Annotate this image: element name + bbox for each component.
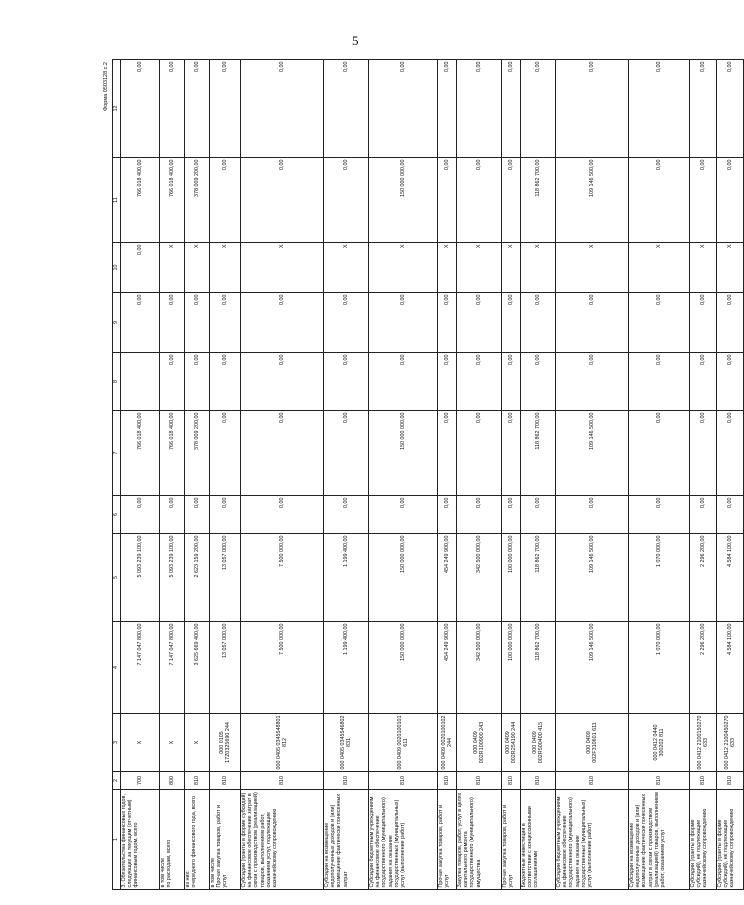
value-cell: 0,00 <box>241 353 324 411</box>
column-header: 8 <box>113 353 121 411</box>
column-number-row <box>113 60 121 890</box>
value-cell: 0,00 <box>690 411 717 496</box>
value-cell: 0,00 <box>690 353 717 411</box>
budget-code-cell: 000 0409 0020100101 611 <box>369 714 438 772</box>
table-row <box>210 60 241 890</box>
budget-code-cell: 000 0409 002R254190 244 <box>502 714 521 772</box>
value-cell: 0,00 <box>629 60 690 158</box>
value-cell: 1 070 000,00 <box>629 622 690 714</box>
row-name-cell: Прочая закупка товаров, работ и услуг <box>438 790 457 890</box>
row-name-cell: Субсидии на возмещение недополученных доходов и (или) возмещение фактически понесенных затрат <box>324 790 369 890</box>
value-cell: X <box>457 243 502 293</box>
value-cell: 766 018 400,00 <box>121 158 160 243</box>
value-cell: 0,00 <box>502 496 521 534</box>
value-cell: 118 862 700,00 <box>521 622 556 714</box>
row-name-cell: Субсидии (гранты в форме субсидий) на финансовое обеспечение затрат в связи с производством (реализацией) товаров, выполнением работ, оказанием услуг, подлежащие казначейскому сопровождению <box>241 790 324 890</box>
value-cell: 0,00 <box>210 158 241 243</box>
line-code-cell: 810 <box>629 772 690 790</box>
value-cell: 0,00 <box>717 496 744 534</box>
value-cell: 109 146 500,00 <box>556 622 629 714</box>
value-cell: X <box>210 243 241 293</box>
line-code-cell: 810 <box>241 772 324 790</box>
value-cell: 13 057 000,00 <box>210 534 241 622</box>
value-cell: 0,00 <box>241 158 324 243</box>
column-header: 1 <box>113 790 121 890</box>
value-cell: 7 500 000,00 <box>241 622 324 714</box>
table-row <box>438 60 457 890</box>
column-header: 10 <box>113 243 121 293</box>
row-name-cell: 3. Обязательства финансовых годов, следующих за текущим (отчетным) финансовым годом, всего <box>121 790 160 890</box>
value-cell: 5 093 239 100,00 <box>121 534 160 622</box>
value-cell: 0,00 <box>121 243 160 293</box>
value-cell: 1 070 000,00 <box>629 534 690 622</box>
budget-code-cell: X <box>121 714 160 772</box>
budget-code-cell: 000 0405 0345548801 812 <box>241 714 324 772</box>
budget-code-cell: 000 0409 002F310601 611 <box>556 714 629 772</box>
value-cell: 766 018 400,00 <box>160 158 185 243</box>
table-row <box>521 60 556 890</box>
budget-code-cell: X <box>160 714 185 772</box>
value-cell: 0,00 <box>502 353 521 411</box>
table-row <box>717 60 744 890</box>
value-cell: 2 296 200,00 <box>690 534 717 622</box>
table-row <box>629 60 690 890</box>
obligations-table <box>112 59 744 890</box>
value-cell: 0,00 <box>629 353 690 411</box>
value-cell: 0,00 <box>160 496 185 534</box>
value-cell: X <box>521 243 556 293</box>
value-cell: 0,00 <box>457 496 502 534</box>
value-cell: 0,00 <box>521 353 556 411</box>
value-cell: 0,00 <box>241 293 324 353</box>
value-cell: 0,00 <box>502 158 521 243</box>
line-code-cell: 810 <box>457 772 502 790</box>
value-cell: 0,00 <box>717 60 744 158</box>
value-cell: 0,00 <box>185 353 210 411</box>
value-cell: 0,00 <box>369 496 438 534</box>
value-cell: X <box>629 243 690 293</box>
value-cell: 0,00 <box>521 293 556 353</box>
budget-code-cell: 000 0412 0440 300202 811 <box>629 714 690 772</box>
row-name-cell: Субсидии (гранты в форме субсидий), не подлежащие казначейскому сопровождению <box>717 790 744 890</box>
table-row <box>369 60 438 890</box>
value-cell: 0,00 <box>438 158 457 243</box>
document-area <box>103 60 736 890</box>
value-cell: 1 199 400,00 <box>324 622 369 714</box>
value-cell: 0,00 <box>438 293 457 353</box>
value-cell: 0,00 <box>121 293 160 353</box>
value-cell: X <box>690 243 717 293</box>
value-cell: X <box>556 243 629 293</box>
value-cell: 0,00 <box>690 496 717 534</box>
value-cell: 0,00 <box>690 293 717 353</box>
table-row <box>160 60 185 890</box>
line-code-cell: 800 <box>160 772 185 790</box>
value-cell: 0,00 <box>160 353 185 411</box>
value-cell: 118 862 700,00 <box>521 534 556 622</box>
line-code-cell: 810 <box>502 772 521 790</box>
value-cell: 150 000 000,00 <box>369 622 438 714</box>
row-name-cell: в том числе Прочая закупка товаров, работ и услуг <box>210 790 241 890</box>
row-name-cell: в том числе по расходам, всего <box>160 790 185 890</box>
column-header: 2 <box>113 772 121 790</box>
column-header: 9 <box>113 293 121 353</box>
line-code-cell: 810 <box>369 772 438 790</box>
value-cell: 0,00 <box>521 496 556 534</box>
row-name-cell: из них: очередного финансового года, всего <box>185 790 210 890</box>
value-cell: 0,00 <box>457 353 502 411</box>
value-cell: X <box>502 243 521 293</box>
value-cell: 109 146 500,00 <box>556 534 629 622</box>
page-number: 5 <box>352 33 359 48</box>
value-cell: 0,00 <box>324 411 369 496</box>
value-cell: 7 500 000,00 <box>241 534 324 622</box>
column-header: 4 <box>113 622 121 714</box>
value-cell: 0,00 <box>457 158 502 243</box>
table-row <box>241 60 324 890</box>
value-cell: 0,00 <box>556 60 629 158</box>
value-cell: 118 862 700,00 <box>521 158 556 243</box>
value-cell: 150 000 000,00 <box>369 411 438 496</box>
line-code-cell: 810 <box>690 772 717 790</box>
budget-code-cell: 000 0412 2100150270 633 <box>690 714 717 772</box>
line-code-cell: 810 <box>556 772 629 790</box>
value-cell: 342 500 000,00 <box>457 534 502 622</box>
table-row <box>185 60 210 890</box>
line-code-cell: 810 <box>717 772 744 790</box>
value-cell: 0,00 <box>556 353 629 411</box>
value-cell: 4 584 100,00 <box>717 622 744 714</box>
value-cell: 0,00 <box>369 353 438 411</box>
value-cell: 0,00 <box>629 411 690 496</box>
value-cell: 0,00 <box>717 411 744 496</box>
value-cell: 7 147 047 800,00 <box>160 622 185 714</box>
row-name-cell: Субсидии на возмещение недополученных доходов и (или) возмещение фактически понесенных затрат в связи с производством (реализацией) товаров, выполнением работ, оказанием услуг <box>629 790 690 890</box>
value-cell: 2 296 200,00 <box>690 622 717 714</box>
value-cell: 0,00 <box>629 158 690 243</box>
row-name-cell: Закупка товаров, работ, услуг в целях капитального ремонта государственного (муниципального) имущества <box>457 790 502 890</box>
value-cell: 0,00 <box>690 60 717 158</box>
value-cell: 342 500 000,00 <box>457 622 502 714</box>
value-cell: 0,00 <box>457 293 502 353</box>
row-name-cell: Субсидии бюджетным учреждениям на финансовое обеспечение государственного (муниципального) задания на оказание государственных (муниципальных) услуг (выполнение работ) <box>369 790 438 890</box>
value-cell: 0,00 <box>438 411 457 496</box>
value-cell: 118 862 700,00 <box>521 411 556 496</box>
value-cell: 109 146 500,00 <box>556 411 629 496</box>
value-cell: 0,00 <box>121 60 160 158</box>
value-cell: 0,00 <box>369 60 438 158</box>
value-cell: 0,00 <box>457 411 502 496</box>
budget-code-cell: X <box>185 714 210 772</box>
value-cell: 766 018 400,00 <box>160 411 185 496</box>
value-cell: 0,00 <box>717 353 744 411</box>
value-cell: 0,00 <box>629 293 690 353</box>
value-cell: 766 018 400,00 <box>121 411 160 496</box>
budget-code-cell: 000 0405 0345546802 831 <box>324 714 369 772</box>
column-header: 5 <box>113 534 121 622</box>
value-cell: 150 000 000,00 <box>369 534 438 622</box>
value-cell: 100 000 000,00 <box>502 622 521 714</box>
value-cell: 150 000 000,00 <box>369 158 438 243</box>
value-cell: 0,00 <box>690 158 717 243</box>
column-header: 12 <box>113 60 121 158</box>
value-cell: 1 199 400,00 <box>324 534 369 622</box>
table-row <box>457 60 502 890</box>
value-cell: 5 093 239 100,00 <box>160 534 185 622</box>
value-cell: 0,00 <box>160 293 185 353</box>
column-header: 7 <box>113 411 121 496</box>
line-code-cell: 810 <box>185 772 210 790</box>
value-cell: 0,00 <box>324 60 369 158</box>
value-cell: X <box>324 243 369 293</box>
value-cell: 3 625 669 400,00 <box>185 622 210 714</box>
value-cell: 378 009 200,00 <box>185 158 210 243</box>
line-code-cell: 700 <box>121 772 160 790</box>
line-code-cell: 810 <box>324 772 369 790</box>
column-header: 6 <box>113 496 121 534</box>
row-name-cell: Бюджетные инвестиции в соответствии с концессионными соглашениями <box>521 790 556 890</box>
value-cell: 0,00 <box>717 293 744 353</box>
value-cell: 0,00 <box>369 293 438 353</box>
form-code: Форма 0503128 с.2 <box>103 62 109 111</box>
value-cell: 0,00 <box>556 496 629 534</box>
table-row <box>324 60 369 890</box>
value-cell: 0,00 <box>185 293 210 353</box>
table-row <box>556 60 629 890</box>
budget-code-cell: 000 0409 0020100102 244 <box>438 714 457 772</box>
value-cell: 0,00 <box>241 60 324 158</box>
value-cell: 100 000 000,00 <box>502 534 521 622</box>
value-cell: 0,00 <box>629 496 690 534</box>
value-cell: 0,00 <box>502 60 521 158</box>
value-cell: 0,00 <box>556 293 629 353</box>
value-cell: 109 146 500,00 <box>556 158 629 243</box>
budget-code-cell: 000 0409 002R100900 243 <box>457 714 502 772</box>
value-cell: 4 584 100,00 <box>717 534 744 622</box>
budget-code-cell: 000 0105 17Z0325690 244 <box>210 714 241 772</box>
value-cell: 0,00 <box>210 353 241 411</box>
line-code-cell: 810 <box>438 772 457 790</box>
table-row <box>121 60 160 890</box>
value-cell: 0,00 <box>241 496 324 534</box>
value-cell: 0,00 <box>438 496 457 534</box>
value-cell: 0,00 <box>438 353 457 411</box>
value-cell: 378 009 200,00 <box>185 411 210 496</box>
column-header: 3 <box>113 714 121 772</box>
value-cell: 0,00 <box>457 60 502 158</box>
value-cell: 0,00 <box>324 353 369 411</box>
value-cell: 454 249 900,00 <box>438 622 457 714</box>
value-cell: 0,00 <box>502 293 521 353</box>
value-cell: X <box>369 243 438 293</box>
row-name-cell: Субсидии (гранты в форме субсидий), не подлежащие казначейскому сопровождению <box>690 790 717 890</box>
value-cell: 0,00 <box>324 293 369 353</box>
value-cell: 0,00 <box>160 60 185 158</box>
value-cell: 0,00 <box>210 60 241 158</box>
table-row <box>502 60 521 890</box>
value-cell <box>121 353 160 411</box>
rotated-table-container <box>103 60 736 890</box>
value-cell: 454 249 900,00 <box>438 534 457 622</box>
line-code-cell: 810 <box>210 772 241 790</box>
value-cell: 0,00 <box>324 158 369 243</box>
value-cell: 0,00 <box>521 60 556 158</box>
value-cell: 0,00 <box>210 496 241 534</box>
value-cell: X <box>438 243 457 293</box>
row-name-cell: Субсидии бюджетным учреждениям на финансовое обеспечение государственного (муниципального) задания на оказание государственных (муниципальных) услуг (выполнение работ) <box>556 790 629 890</box>
value-cell: 0,00 <box>121 496 160 534</box>
value-cell: 0,00 <box>438 60 457 158</box>
column-header: 11 <box>113 158 121 243</box>
line-code-cell: 810 <box>521 772 556 790</box>
value-cell: 0,00 <box>185 60 210 158</box>
value-cell: 0,00 <box>210 411 241 496</box>
budget-code-cell: 000 0409 002R500400 415 <box>521 714 556 772</box>
value-cell: X <box>185 243 210 293</box>
value-cell: 0,00 <box>185 496 210 534</box>
value-cell: X <box>241 243 324 293</box>
value-cell: 7 147 047 800,00 <box>121 622 160 714</box>
value-cell: 13 057 000,00 <box>210 622 241 714</box>
value-cell: 0,00 <box>241 411 324 496</box>
table-row <box>690 60 717 890</box>
budget-code-cell: 000 0412 2100450270 633 <box>717 714 744 772</box>
value-cell: X <box>717 243 744 293</box>
value-cell: 0,00 <box>717 158 744 243</box>
value-cell: 0,00 <box>210 293 241 353</box>
value-cell: 0,00 <box>502 411 521 496</box>
value-cell: 0,00 <box>324 496 369 534</box>
value-cell: X <box>160 243 185 293</box>
row-name-cell: Прочая закупка товаров, работ и услуг <box>502 790 521 890</box>
value-cell: 2 623 159 200,00 <box>185 534 210 622</box>
